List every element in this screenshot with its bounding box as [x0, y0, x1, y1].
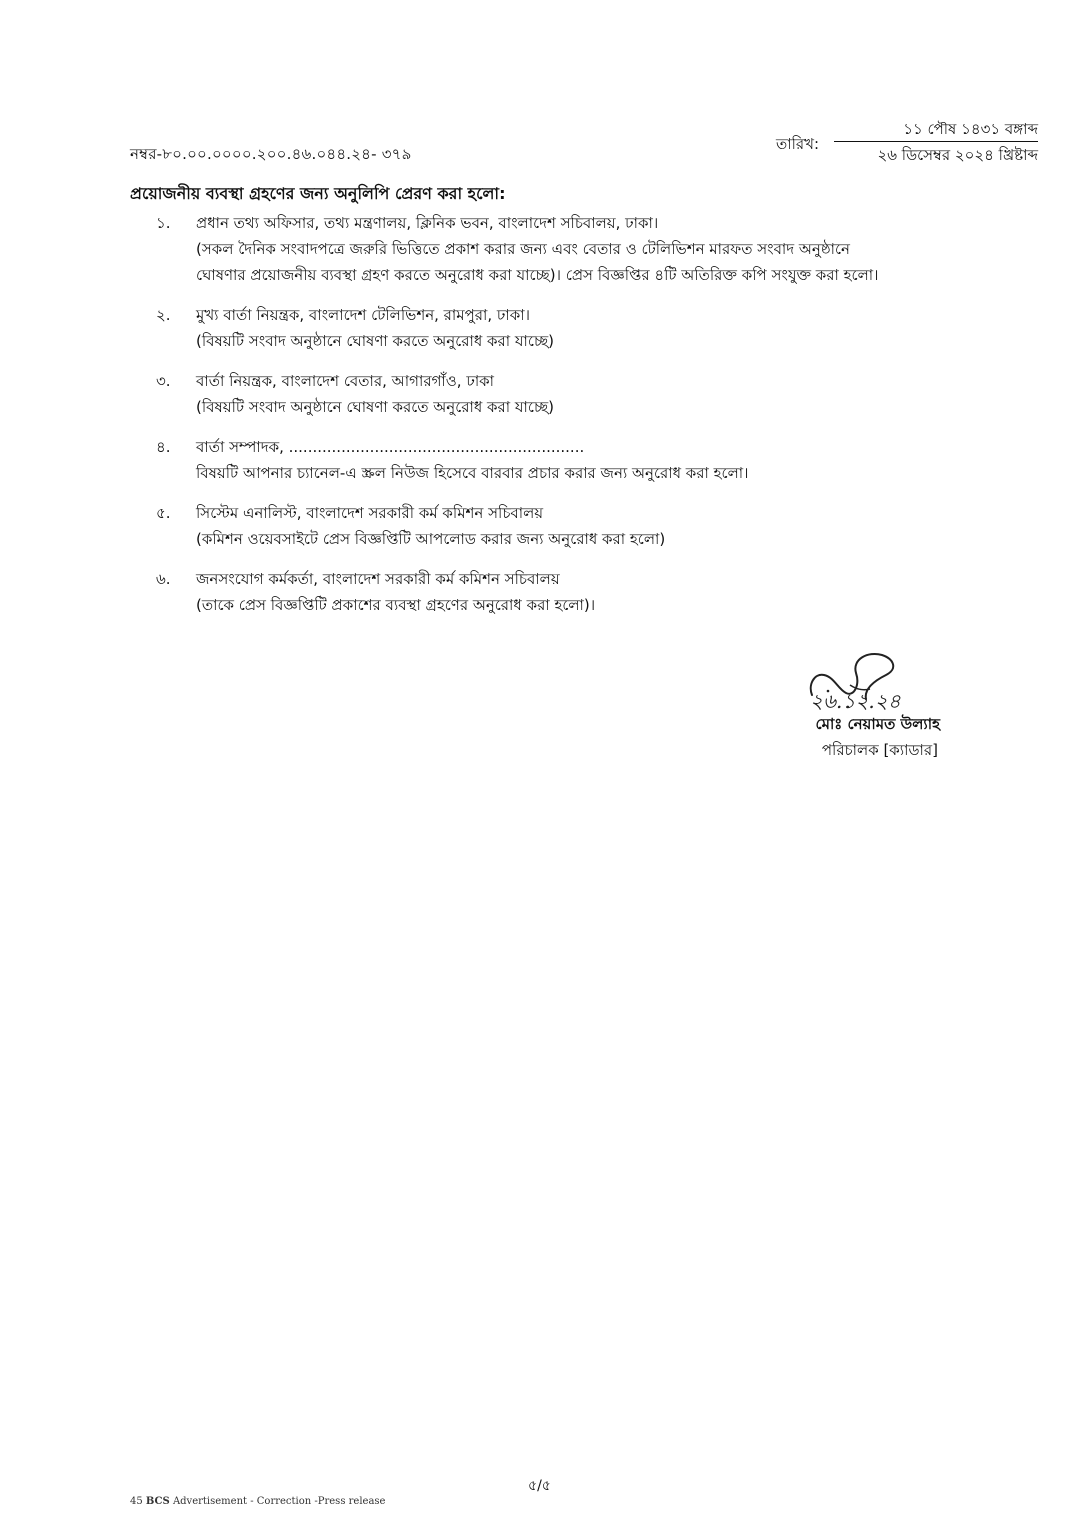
recipient-note: বিষয়টি আপনার চ্যানেল-এ স্ক্রল নিউজ হিসেবে বারবার প্রচার করার জন্য অনুরোধ করা হলো। — [196, 464, 749, 482]
bangla-date: ১১ পৌষ ১৪৩১ বঙ্গাব্দ — [903, 120, 1038, 138]
recipient-note: (কমিশন ওয়েবসাইটে প্রেস বিজ্ঞপ্তিটি আপলোড করার জন্য অনুরোধ করা হলো) — [196, 530, 666, 548]
item-body — [196, 368, 970, 420]
recipient-item — [150, 500, 970, 552]
date-lines — [834, 118, 1038, 166]
item-body — [196, 566, 970, 618]
item-body — [196, 434, 970, 486]
recipient-note: (বিষয়টি সংবাদ অনুষ্ঠানে ঘোষণা করতে অনুরোধ করা যাচ্ছে) — [196, 398, 554, 416]
recipient-title: সিস্টেম এনালিস্ট, বাংলাদেশ সরকারী কর্ম কমিশন সচিবালয় — [196, 504, 544, 522]
page-number: ৫/৫ — [528, 1478, 551, 1494]
recipient-title: প্রধান তথ্য অফিসার, তথ্য মন্ত্রণালয়, ক্লিনিক ভবন, বাংলাদেশ সচিবালয়, ঢাকা। — [196, 214, 659, 232]
signature-block — [770, 645, 970, 765]
footer-text: Advertisement - Correction -Press release — [172, 1496, 386, 1507]
date-block — [776, 118, 1038, 170]
item-body — [196, 302, 970, 354]
recipient-item — [150, 210, 970, 288]
recipient-list — [150, 210, 970, 632]
item-body — [196, 500, 970, 552]
recipient-item — [150, 566, 970, 618]
memo-number: নম্বর-৮০.০০.০০০০.২০০.৪৬.০৪৪.২৪- ৩৭৯ — [130, 145, 412, 163]
recipient-note: (তাকে প্রেস বিজ্ঞপ্তিটি প্রকাশের ব্যবস্থা গ্রহণের অনুরোধ করা হলো)। — [196, 596, 596, 614]
item-number: ৬. — [156, 570, 171, 588]
footer-prefix: 45 — [130, 1496, 143, 1507]
item-number: ৪. — [156, 438, 171, 456]
signer-name: মোঃ নেয়ামত উল্যাহ — [815, 715, 940, 733]
copy-forwarding-heading: প্রয়োজনীয় ব্যবস্থা গ্রহণের জন্য অনুলিপি প্রেরণ করা হলো: — [130, 184, 506, 203]
recipient-title: বার্তা সম্পাদক, .............................................................. — [196, 438, 585, 456]
item-body — [196, 210, 970, 288]
footer-note — [130, 1496, 385, 1507]
recipient-item — [150, 434, 970, 486]
date-label: তারিখ: — [776, 135, 820, 153]
item-number: ৩. — [156, 372, 171, 390]
recipient-note: (সকল দৈনিক সংবাদপত্রে জরুরি ভিত্তিতে প্রকাশ করার জন্য এবং বেতার ও টেলিভিশন মারফত সংবাদ অনুষ্ঠানে — [196, 240, 850, 258]
recipient-note: ঘোষণার প্রয়োজনীয় ব্যবস্থা গ্রহণ করতে অনুরোধ করা যাচ্ছে)। প্রেস বিজ্ঞপ্তির ৪টি অতিরিক্ত কপি সংযুক্ত করা হলো। — [196, 266, 879, 284]
item-number: ১. — [156, 214, 171, 232]
signature-date: ২৬.১২.২৪ — [810, 689, 901, 713]
recipient-item — [150, 368, 970, 420]
item-number: ৫. — [156, 504, 171, 522]
date-divider — [834, 141, 1038, 142]
footer-bold: BCS — [145, 1496, 170, 1507]
recipient-item — [150, 302, 970, 354]
recipient-note: (বিষয়টি সংবাদ অনুষ্ঠানে ঘোষণা করতে অনুরোধ করা যাচ্ছে) — [196, 332, 554, 350]
recipient-title: জনসংযোগ কর্মকর্তা, বাংলাদেশ সরকারী কর্ম কমিশন সচিবালয় — [196, 570, 560, 588]
recipient-title: বার্তা নিয়ন্ত্রক, বাংলাদেশ বেতার, আগারগাঁও, ঢাকা — [196, 372, 495, 390]
recipient-title: মুখ্য বার্তা নিয়ন্ত্রক, বাংলাদেশ টেলিভিশন, রামপুরা, ঢাকা। — [196, 306, 530, 324]
item-number: ২. — [156, 306, 171, 324]
gregorian-date: ২৬ ডিসেম্বর ২০২৪ খ্রিষ্টাব্দ — [877, 146, 1038, 164]
signer-designation: পরিচালক [ক্যাডার] — [821, 741, 938, 759]
